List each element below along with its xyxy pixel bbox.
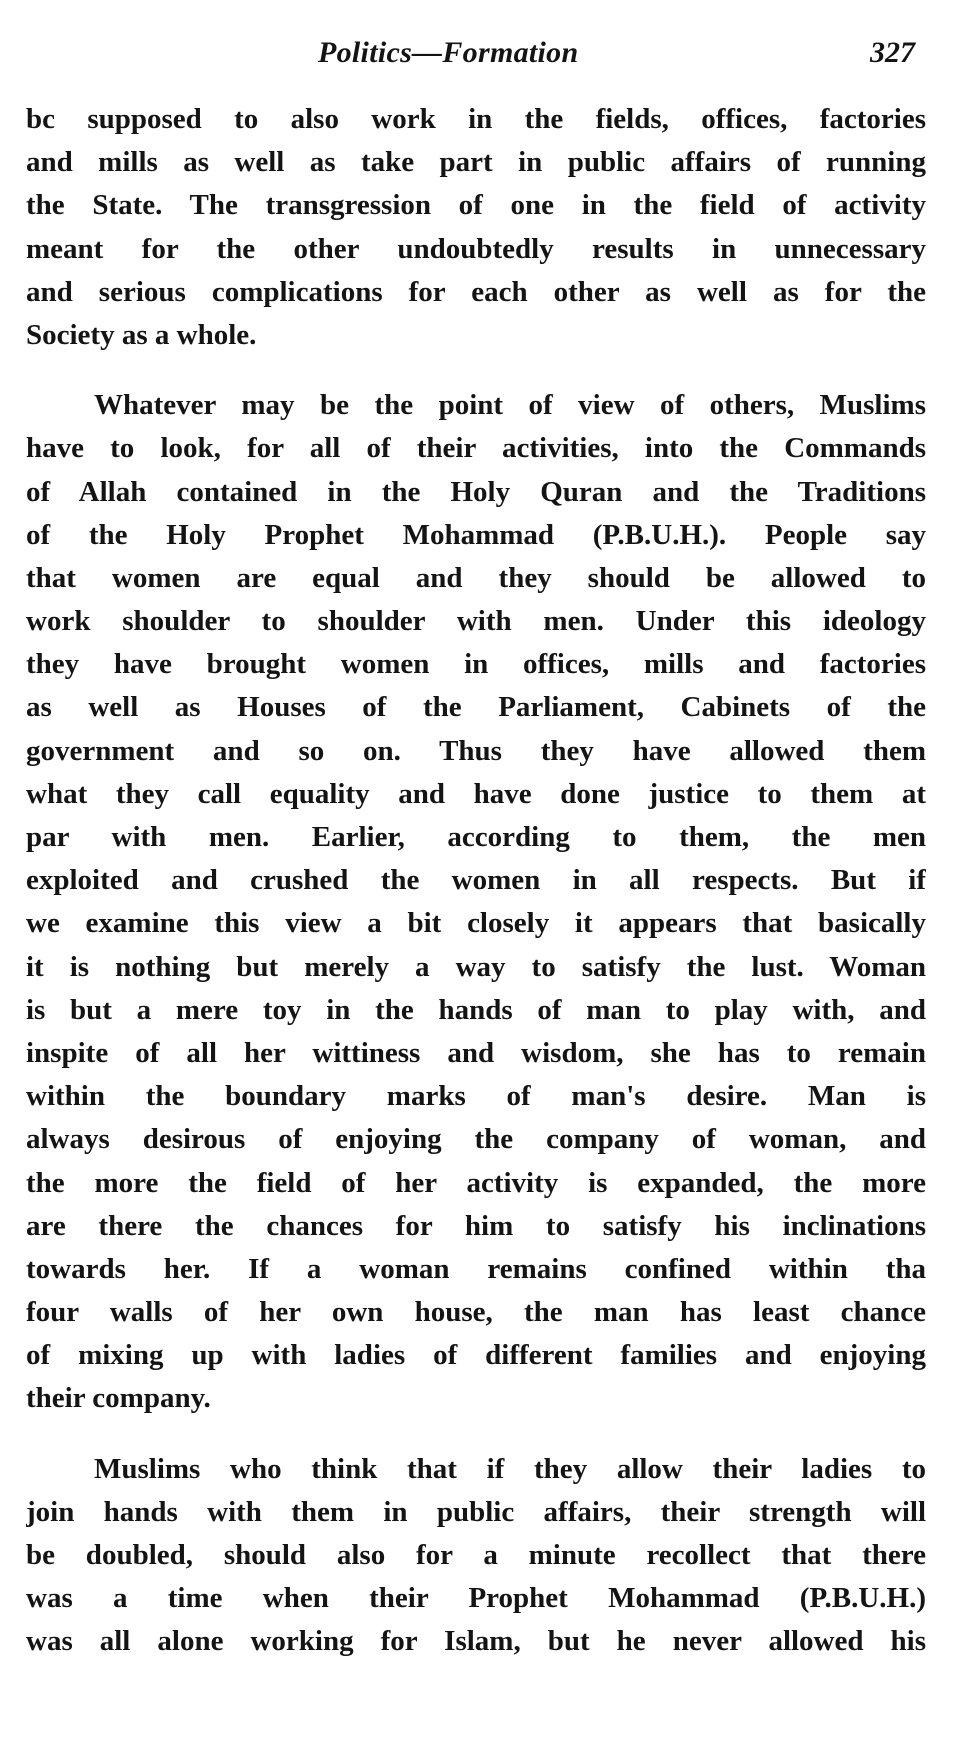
text-line: Whatever may be the point of view of others, Muslims [94, 389, 926, 422]
text-line: was a time when their Prophet Mohammad (P.B.U.H.) [26, 1582, 926, 1615]
paragraph-gap [26, 1421, 926, 1448]
running-head [0, 36, 960, 80]
text-line: Society as a whole. [26, 318, 257, 351]
text-line: are there the chances for him to satisfy his inclinations [26, 1209, 926, 1242]
text-line: is but a mere toy in the hands of man to play with, and [26, 993, 926, 1026]
paragraph [26, 98, 926, 357]
text-line: the more the field of her activity is expanded, the more [26, 1166, 926, 1199]
text-line: government and so on. Thus they have allowed them [26, 734, 926, 767]
paragraph [26, 1448, 926, 1664]
text-line: that women are equal and they should be allowed to [26, 561, 926, 594]
text-line: meant for the other undoubtedly results in unnecessary [26, 232, 926, 265]
text-line: what they call equality and have done justice to them at [26, 777, 926, 810]
text-line: towards her. If a woman remains confined within tha [26, 1252, 926, 1285]
text-line: their company. [26, 1382, 211, 1415]
text-line: and serious complications for each other as well as for the [26, 275, 926, 308]
paragraph [26, 384, 926, 1421]
text-line: Muslims who think that if they allow their ladies to [94, 1452, 926, 1485]
text-line: they have brought women in offices, mills and factories [26, 648, 926, 681]
text-line: it is nothing but merely a way to satisfy the lust. Woman [26, 950, 926, 983]
text-line: exploited and crushed the women in all respects. But if [26, 864, 926, 897]
text-line: four walls of her own house, the man has least chance [26, 1296, 926, 1329]
text-line: par with men. Earlier, according to them, the men [26, 821, 926, 853]
text-line: of the Holy Prophet Mohammad (P.B.U.H.). People say [26, 518, 926, 551]
text-line: join hands with them in public affairs, their strength will [26, 1495, 926, 1528]
text-line: have to look, for all of their activities, into the Commands [26, 432, 926, 465]
text-line: inspite of all her wittiness and wisdom, she has to remain [26, 1036, 926, 1069]
body-text [26, 98, 926, 1664]
text-line: always desirous of enjoying the company of woman, and [26, 1123, 926, 1156]
text-line: be doubled, should also for a minute recollect that there [26, 1539, 926, 1571]
page-number: 327 [870, 36, 915, 69]
paragraph-gap [26, 357, 926, 384]
text-line: and mills as well as take part in public affairs of running [26, 146, 926, 179]
text-line: the State. The transgression of one in the field of activity [26, 189, 926, 222]
text-line: was all alone working for Islam, but he never allowed his [26, 1625, 926, 1658]
text-line: we examine this view a bit closely it appears that basically [26, 907, 926, 940]
text-line: of mixing up with ladies of different families and enjoying [26, 1339, 926, 1372]
text-line: of Allah contained in the Holy Quran and the Traditions [26, 475, 926, 508]
running-title: Politics—Formation [318, 36, 579, 69]
text-line: as well as Houses of the Parliament, Cabinets of the [26, 691, 926, 724]
text-line: work shoulder to shoulder with men. Under this ideology [26, 605, 926, 638]
text-line: bc supposed to also work in the fields, offices, factories [26, 103, 926, 135]
text-line: within the boundary marks of man's desire. Man is [26, 1080, 926, 1113]
